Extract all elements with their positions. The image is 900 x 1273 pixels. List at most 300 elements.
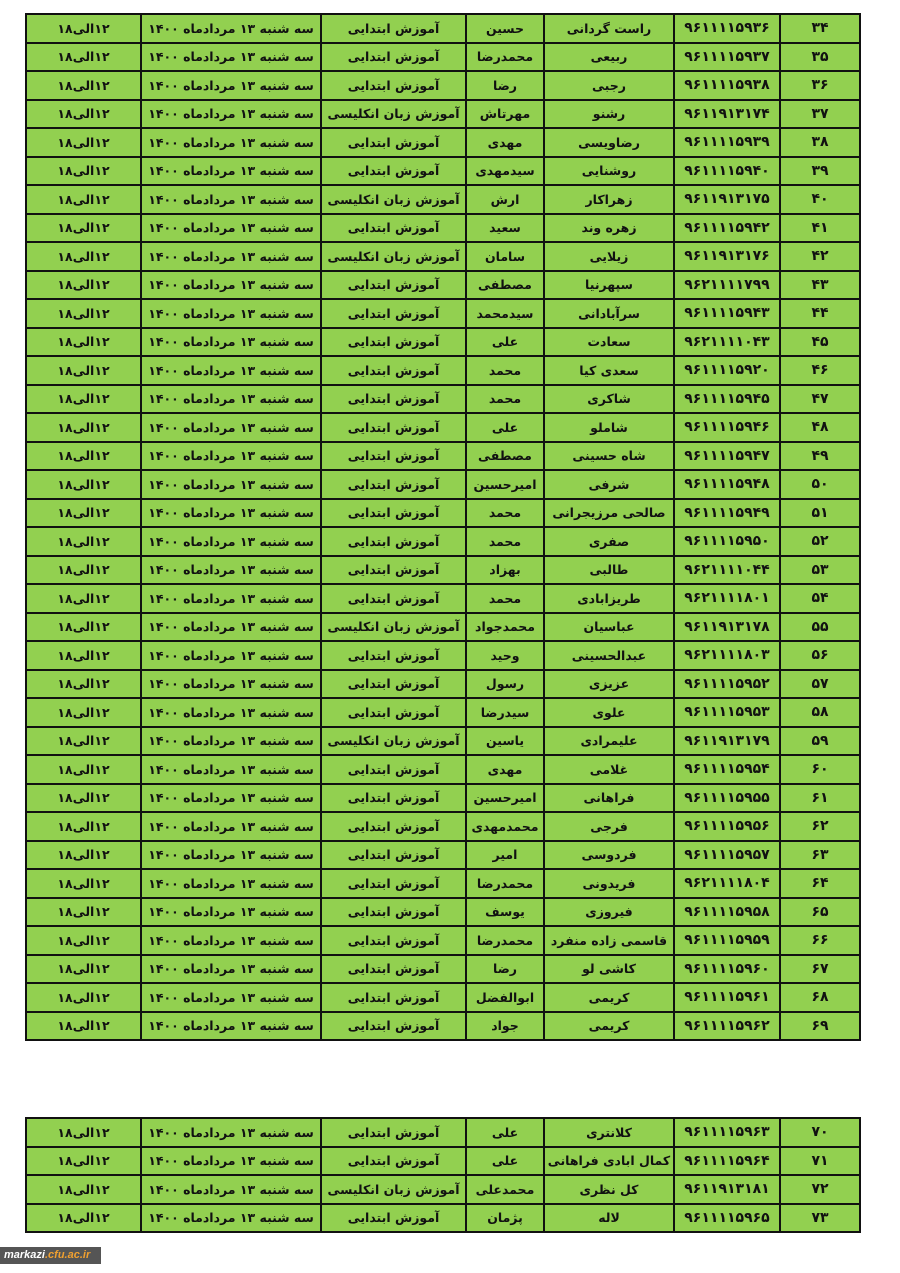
- exam-date-cell: سه شنبه ۱۳ مردادماه ۱۴۰۰: [141, 983, 321, 1012]
- student-id-cell: ۹۶۱۱۱۱۵۹۶۱: [674, 983, 780, 1012]
- last-name-cell: کلانتری: [544, 1118, 674, 1147]
- row-number-cell: ۵۴: [780, 584, 860, 613]
- table-row: [26, 869, 860, 898]
- student-id-cell: ۹۶۱۱۱۱۵۹۵۰: [674, 527, 780, 556]
- row-number-cell: ۵۹: [780, 727, 860, 756]
- major-cell: آموزش ابتدایی: [321, 71, 466, 100]
- student-id-cell: ۹۶۱۱۱۱۵۹۴۵: [674, 385, 780, 414]
- last-name-cell: شاکری: [544, 385, 674, 414]
- exam-date-cell: سه شنبه ۱۳ مردادماه ۱۴۰۰: [141, 299, 321, 328]
- exam-date-cell: سه شنبه ۱۳ مردادماه ۱۴۰۰: [141, 100, 321, 129]
- student-id-cell: ۹۶۱۱۱۱۵۹۶۰: [674, 955, 780, 984]
- exam-time-cell: ۱۲الی۱۸: [26, 1175, 141, 1204]
- row-number-cell: ۴۶: [780, 356, 860, 385]
- last-name-cell: رشنو: [544, 100, 674, 129]
- first-name-cell: رضا: [466, 955, 544, 984]
- exam-date-cell: سه شنبه ۱۳ مردادماه ۱۴۰۰: [141, 584, 321, 613]
- row-number-cell: ۵۲: [780, 527, 860, 556]
- first-name-cell: محمدعلی: [466, 1175, 544, 1204]
- last-name-cell: غلامی: [544, 755, 674, 784]
- last-name-cell: قاسمی زاده منفرد: [544, 926, 674, 955]
- exam-time-cell: ۱۲الی۱۸: [26, 271, 141, 300]
- table-row: [26, 812, 860, 841]
- exam-time-cell: ۱۲الی۱۸: [26, 14, 141, 43]
- table-row: [26, 214, 860, 243]
- row-number-cell: ۶۴: [780, 869, 860, 898]
- row-number-cell: ۳۴: [780, 14, 860, 43]
- major-cell: آموزش ابتدایی: [321, 128, 466, 157]
- table-row: [26, 1012, 860, 1041]
- exam-time-cell: ۱۲الی۱۸: [26, 1012, 141, 1041]
- major-cell: آموزش ابتدایی: [321, 926, 466, 955]
- exam-time-cell: ۱۲الی۱۸: [26, 926, 141, 955]
- first-name-cell: محمد: [466, 356, 544, 385]
- exam-date-cell: سه شنبه ۱۳ مردادماه ۱۴۰۰: [141, 670, 321, 699]
- table-row: [26, 157, 860, 186]
- major-cell: آموزش ابتدایی: [321, 527, 466, 556]
- major-cell: آموزش ابتدایی: [321, 812, 466, 841]
- last-name-cell: علیمرادی: [544, 727, 674, 756]
- exam-time-cell: ۱۲الی۱۸: [26, 43, 141, 72]
- exam-time-cell: ۱۲الی۱۸: [26, 955, 141, 984]
- major-cell: آموزش ابتدایی: [321, 328, 466, 357]
- major-cell: آموزش ابتدایی: [321, 898, 466, 927]
- exam-date-cell: سه شنبه ۱۳ مردادماه ۱۴۰۰: [141, 641, 321, 670]
- major-cell: آموزش ابتدایی: [321, 214, 466, 243]
- student-id-cell: ۹۶۱۱۹۱۳۱۸۱: [674, 1175, 780, 1204]
- table-row: [26, 413, 860, 442]
- major-cell: آموزش ابتدایی: [321, 955, 466, 984]
- table-row: [26, 43, 860, 72]
- exam-date-cell: سه شنبه ۱۳ مردادماه ۱۴۰۰: [141, 470, 321, 499]
- exam-time-cell: ۱۲الی۱۸: [26, 100, 141, 129]
- table-row: [26, 584, 860, 613]
- table-row: [26, 242, 860, 271]
- major-cell: آموزش ابتدایی: [321, 385, 466, 414]
- exam-date-cell: سه شنبه ۱۳ مردادماه ۱۴۰۰: [141, 556, 321, 585]
- exam-date-cell: سه شنبه ۱۳ مردادماه ۱۴۰۰: [141, 613, 321, 642]
- exam-date-cell: سه شنبه ۱۳ مردادماه ۱۴۰۰: [141, 1204, 321, 1233]
- student-id-cell: ۹۶۱۱۱۱۵۹۵۶: [674, 812, 780, 841]
- last-name-cell: فریدونی: [544, 869, 674, 898]
- last-name-cell: طالبی: [544, 556, 674, 585]
- table-row: [26, 983, 860, 1012]
- table-row: [26, 755, 860, 784]
- exam-date-cell: سه شنبه ۱۳ مردادماه ۱۴۰۰: [141, 1118, 321, 1147]
- row-number-cell: ۶۵: [780, 898, 860, 927]
- exam-time-cell: ۱۲الی۱۸: [26, 755, 141, 784]
- row-number-cell: ۴۷: [780, 385, 860, 414]
- exam-time-cell: ۱۲الی۱۸: [26, 442, 141, 471]
- major-cell: آموزش ابتدایی: [321, 670, 466, 699]
- exam-time-cell: ۱۲الی۱۸: [26, 698, 141, 727]
- row-number-cell: ۶۸: [780, 983, 860, 1012]
- exam-time-cell: ۱۲الی۱۸: [26, 1204, 141, 1233]
- student-id-cell: ۹۶۱۱۱۱۵۹۳۷: [674, 43, 780, 72]
- exam-date-cell: سه شنبه ۱۳ مردادماه ۱۴۰۰: [141, 869, 321, 898]
- last-name-cell: عبدالحسینی: [544, 641, 674, 670]
- student-id-cell: ۹۶۱۱۱۱۵۹۳۹: [674, 128, 780, 157]
- table-row: [26, 442, 860, 471]
- first-name-cell: مهدی: [466, 128, 544, 157]
- row-number-cell: ۴۱: [780, 214, 860, 243]
- exam-date-cell: سه شنبه ۱۳ مردادماه ۱۴۰۰: [141, 1175, 321, 1204]
- row-number-cell: ۷۱: [780, 1147, 860, 1176]
- exam-date-cell: سه شنبه ۱۳ مردادماه ۱۴۰۰: [141, 1147, 321, 1176]
- first-name-cell: رضا: [466, 71, 544, 100]
- table-row: [26, 356, 860, 385]
- row-number-cell: ۶۶: [780, 926, 860, 955]
- major-cell: آموزش ابتدایی: [321, 1118, 466, 1147]
- first-name-cell: سعید: [466, 214, 544, 243]
- exam-date-cell: سه شنبه ۱۳ مردادماه ۱۴۰۰: [141, 727, 321, 756]
- table-row: [26, 556, 860, 585]
- student-id-cell: ۹۶۱۱۱۱۵۹۵۲: [674, 670, 780, 699]
- major-cell: آموزش ابتدایی: [321, 869, 466, 898]
- first-name-cell: علی: [466, 413, 544, 442]
- row-number-cell: ۵۷: [780, 670, 860, 699]
- exam-time-cell: ۱۲الی۱۸: [26, 185, 141, 214]
- table-row: [26, 470, 860, 499]
- first-name-cell: مصطفی: [466, 271, 544, 300]
- exam-date-cell: سه شنبه ۱۳ مردادماه ۱۴۰۰: [141, 698, 321, 727]
- exam-date-cell: سه شنبه ۱۳ مردادماه ۱۴۰۰: [141, 43, 321, 72]
- first-name-cell: سیدرضا: [466, 698, 544, 727]
- last-name-cell: شاملو: [544, 413, 674, 442]
- student-id-cell: ۹۶۱۱۱۱۵۹۲۰: [674, 356, 780, 385]
- student-id-cell: ۹۶۱۱۱۱۵۹۴۳: [674, 299, 780, 328]
- exam-time-cell: ۱۲الی۱۸: [26, 869, 141, 898]
- table-row: [26, 641, 860, 670]
- row-number-cell: ۶۳: [780, 841, 860, 870]
- exam-date-cell: سه شنبه ۱۳ مردادماه ۱۴۰۰: [141, 955, 321, 984]
- major-cell: آموزش ابتدایی: [321, 413, 466, 442]
- row-number-cell: ۳۵: [780, 43, 860, 72]
- row-number-cell: ۵۰: [780, 470, 860, 499]
- last-name-cell: روشنایی: [544, 157, 674, 186]
- last-name-cell: ربیعی: [544, 43, 674, 72]
- student-id-cell: ۹۶۱۱۱۱۵۹۶۵: [674, 1204, 780, 1233]
- exam-time-cell: ۱۲الی۱۸: [26, 983, 141, 1012]
- major-cell: آموزش ابتدایی: [321, 499, 466, 528]
- first-name-cell: محمد: [466, 584, 544, 613]
- first-name-cell: علی: [466, 328, 544, 357]
- exam-date-cell: سه شنبه ۱۳ مردادماه ۱۴۰۰: [141, 242, 321, 271]
- first-name-cell: امیرحسین: [466, 784, 544, 813]
- exam-time-cell: ۱۲الی۱۸: [26, 727, 141, 756]
- last-name-cell: رضاویسی: [544, 128, 674, 157]
- row-number-cell: ۶۲: [780, 812, 860, 841]
- last-name-cell: کریمی: [544, 1012, 674, 1041]
- first-name-cell: مصطفی: [466, 442, 544, 471]
- exam-schedule-table-page-part-2: [25, 1117, 861, 1233]
- student-id-cell: ۹۶۱۱۱۱۵۹۵۸: [674, 898, 780, 927]
- first-name-cell: محمدرضا: [466, 926, 544, 955]
- table-row: [26, 727, 860, 756]
- last-name-cell: شرفی: [544, 470, 674, 499]
- exam-date-cell: سه شنبه ۱۳ مردادماه ۱۴۰۰: [141, 841, 321, 870]
- first-name-cell: محمد: [466, 527, 544, 556]
- row-number-cell: ۷۳: [780, 1204, 860, 1233]
- exam-time-cell: ۱۲الی۱۸: [26, 812, 141, 841]
- exam-time-cell: ۱۲الی۱۸: [26, 242, 141, 271]
- student-id-cell: ۹۶۱۱۱۱۵۹۵۴: [674, 755, 780, 784]
- exam-time-cell: ۱۲الی۱۸: [26, 470, 141, 499]
- exam-time-cell: ۱۲الی۱۸: [26, 641, 141, 670]
- last-name-cell: صالحی مرزیجرانی: [544, 499, 674, 528]
- student-id-cell: ۹۶۱۱۱۱۵۹۴۷: [674, 442, 780, 471]
- last-name-cell: کمال ابادی فراهانی: [544, 1147, 674, 1176]
- student-id-cell: ۹۶۱۱۹۱۳۱۷۴: [674, 100, 780, 129]
- row-number-cell: ۴۲: [780, 242, 860, 271]
- exam-time-cell: ۱۲الی۱۸: [26, 1147, 141, 1176]
- exam-time-cell: ۱۲الی۱۸: [26, 413, 141, 442]
- row-number-cell: ۴۵: [780, 328, 860, 357]
- last-name-cell: عباسیان: [544, 613, 674, 642]
- exam-date-cell: سه شنبه ۱۳ مردادماه ۱۴۰۰: [141, 14, 321, 43]
- major-cell: آموزش زبان انکلیسی: [321, 185, 466, 214]
- student-id-cell: ۹۶۲۱۱۱۱۸۰۴: [674, 869, 780, 898]
- student-id-cell: ۹۶۱۱۱۱۵۹۴۹: [674, 499, 780, 528]
- student-id-cell: ۹۶۱۱۱۱۵۹۴۶: [674, 413, 780, 442]
- row-number-cell: ۷۰: [780, 1118, 860, 1147]
- last-name-cell: زیلایی: [544, 242, 674, 271]
- row-number-cell: ۳۶: [780, 71, 860, 100]
- exam-date-cell: سه شنبه ۱۳ مردادماه ۱۴۰۰: [141, 413, 321, 442]
- student-id-cell: ۹۶۱۱۹۱۳۱۷۸: [674, 613, 780, 642]
- row-number-cell: ۵۸: [780, 698, 860, 727]
- exam-time-cell: ۱۲الی۱۸: [26, 214, 141, 243]
- student-id-cell: ۹۶۱۱۱۱۵۹۶۳: [674, 1118, 780, 1147]
- exam-date-cell: سه شنبه ۱۳ مردادماه ۱۴۰۰: [141, 499, 321, 528]
- exam-time-cell: ۱۲الی۱۸: [26, 841, 141, 870]
- last-name-cell: طریزابادی: [544, 584, 674, 613]
- exam-date-cell: سه شنبه ۱۳ مردادماه ۱۴۰۰: [141, 926, 321, 955]
- student-id-cell: ۹۶۲۱۱۱۱۰۴۳: [674, 328, 780, 357]
- row-number-cell: ۵۳: [780, 556, 860, 585]
- major-cell: آموزش ابتدایی: [321, 584, 466, 613]
- exam-time-cell: ۱۲الی۱۸: [26, 128, 141, 157]
- first-name-cell: محمدجواد: [466, 613, 544, 642]
- exam-date-cell: سه شنبه ۱۳ مردادماه ۱۴۰۰: [141, 185, 321, 214]
- exam-date-cell: سه شنبه ۱۳ مردادماه ۱۴۰۰: [141, 214, 321, 243]
- major-cell: آموزش ابتدایی: [321, 641, 466, 670]
- exam-time-cell: ۱۲الی۱۸: [26, 499, 141, 528]
- student-id-cell: ۹۶۱۱۱۱۵۹۴۲: [674, 214, 780, 243]
- major-cell: آموزش ابتدایی: [321, 1147, 466, 1176]
- first-name-cell: سیدمهدی: [466, 157, 544, 186]
- table-row: [26, 1147, 860, 1176]
- first-name-cell: وحید: [466, 641, 544, 670]
- table-row: [26, 1204, 860, 1233]
- table-row: [26, 898, 860, 927]
- student-id-cell: ۹۶۲۱۱۱۱۸۰۳: [674, 641, 780, 670]
- exam-date-cell: سه شنبه ۱۳ مردادماه ۱۴۰۰: [141, 898, 321, 927]
- student-id-cell: ۹۶۱۱۹۱۳۱۷۶: [674, 242, 780, 271]
- first-name-cell: یاسین: [466, 727, 544, 756]
- row-number-cell: ۴۳: [780, 271, 860, 300]
- row-number-cell: ۵۱: [780, 499, 860, 528]
- exam-date-cell: سه شنبه ۱۳ مردادماه ۱۴۰۰: [141, 271, 321, 300]
- exam-date-cell: سه شنبه ۱۳ مردادماه ۱۴۰۰: [141, 527, 321, 556]
- first-name-cell: محمدرضا: [466, 43, 544, 72]
- student-id-cell: ۹۶۱۱۱۱۵۹۵۹: [674, 926, 780, 955]
- exam-time-cell: ۱۲الی۱۸: [26, 1118, 141, 1147]
- exam-time-cell: ۱۲الی۱۸: [26, 71, 141, 100]
- exam-date-cell: سه شنبه ۱۳ مردادماه ۱۴۰۰: [141, 328, 321, 357]
- table-row: [26, 698, 860, 727]
- first-name-cell: امیر: [466, 841, 544, 870]
- first-name-cell: حسین: [466, 14, 544, 43]
- row-number-cell: ۶۹: [780, 1012, 860, 1041]
- first-name-cell: یوسف: [466, 898, 544, 927]
- table-row: [26, 71, 860, 100]
- student-id-cell: ۹۶۲۱۱۱۱۸۰۱: [674, 584, 780, 613]
- last-name-cell: کاشی لو: [544, 955, 674, 984]
- table-row: [26, 784, 860, 813]
- row-number-cell: ۷۲: [780, 1175, 860, 1204]
- major-cell: آموزش زبان انکلیسی: [321, 613, 466, 642]
- major-cell: آموزش زبان انکلیسی: [321, 100, 466, 129]
- last-name-cell: راست گردانی: [544, 14, 674, 43]
- row-number-cell: ۴۴: [780, 299, 860, 328]
- row-number-cell: ۳۷: [780, 100, 860, 129]
- exam-date-cell: سه شنبه ۱۳ مردادماه ۱۴۰۰: [141, 71, 321, 100]
- first-name-cell: محمد: [466, 385, 544, 414]
- first-name-cell: سامان: [466, 242, 544, 271]
- exam-schedule-table-page-part-1: [25, 13, 861, 1041]
- exam-date-cell: سه شنبه ۱۳ مردادماه ۱۴۰۰: [141, 128, 321, 157]
- exam-time-cell: ۱۲الی۱۸: [26, 784, 141, 813]
- major-cell: آموزش ابتدایی: [321, 157, 466, 186]
- exam-time-cell: ۱۲الی۱۸: [26, 898, 141, 927]
- student-id-cell: ۹۶۱۱۱۱۵۹۵۷: [674, 841, 780, 870]
- row-number-cell: ۵۵: [780, 613, 860, 642]
- student-id-cell: ۹۶۱۱۱۱۵۹۳۶: [674, 14, 780, 43]
- first-name-cell: سیدمحمد: [466, 299, 544, 328]
- table-row: [26, 1118, 860, 1147]
- table-row: [26, 926, 860, 955]
- major-cell: آموزش ابتدایی: [321, 442, 466, 471]
- table-row: [26, 613, 860, 642]
- last-name-cell: فرجی: [544, 812, 674, 841]
- first-name-cell: بهزاد: [466, 556, 544, 585]
- first-name-cell: جواد: [466, 1012, 544, 1041]
- last-name-cell: عزیزی: [544, 670, 674, 699]
- student-id-cell: ۹۶۱۱۱۱۵۹۵۳: [674, 698, 780, 727]
- exam-date-cell: سه شنبه ۱۳ مردادماه ۱۴۰۰: [141, 442, 321, 471]
- last-name-cell: علوی: [544, 698, 674, 727]
- row-number-cell: ۶۰: [780, 755, 860, 784]
- first-name-cell: محمد: [466, 499, 544, 528]
- last-name-cell: سعدی کیا: [544, 356, 674, 385]
- row-number-cell: ۴۰: [780, 185, 860, 214]
- exam-date-cell: سه شنبه ۱۳ مردادماه ۱۴۰۰: [141, 755, 321, 784]
- last-name-cell: کریمی: [544, 983, 674, 1012]
- table-row: [26, 499, 860, 528]
- table-row: [26, 299, 860, 328]
- first-name-cell: رسول: [466, 670, 544, 699]
- table-row: [26, 1175, 860, 1204]
- table-row: [26, 328, 860, 357]
- table-row: [26, 271, 860, 300]
- student-id-cell: ۹۶۱۱۹۱۳۱۷۹: [674, 727, 780, 756]
- major-cell: آموزش زبان انکلیسی: [321, 1175, 466, 1204]
- last-name-cell: زهراکار: [544, 185, 674, 214]
- table-row: [26, 185, 860, 214]
- last-name-cell: سپهرنیا: [544, 271, 674, 300]
- row-number-cell: ۵۶: [780, 641, 860, 670]
- first-name-cell: محمدرضا: [466, 869, 544, 898]
- exam-time-cell: ۱۲الی۱۸: [26, 613, 141, 642]
- last-name-cell: صفری: [544, 527, 674, 556]
- last-name-cell: فراهانی: [544, 784, 674, 813]
- student-id-cell: ۹۶۲۱۱۱۱۷۹۹: [674, 271, 780, 300]
- last-name-cell: زهره وند: [544, 214, 674, 243]
- table-row: [26, 128, 860, 157]
- student-id-cell: ۹۶۱۱۹۱۳۱۷۵: [674, 185, 780, 214]
- major-cell: آموزش ابتدایی: [321, 470, 466, 499]
- table-row: [26, 955, 860, 984]
- major-cell: آموزش ابتدایی: [321, 698, 466, 727]
- major-cell: آموزش ابتدایی: [321, 1012, 466, 1041]
- major-cell: آموزش ابتدایی: [321, 556, 466, 585]
- row-number-cell: ۶۷: [780, 955, 860, 984]
- table-row: [26, 14, 860, 43]
- site-watermark: [0, 1247, 101, 1264]
- last-name-cell: لاله: [544, 1204, 674, 1233]
- major-cell: آموزش ابتدایی: [321, 983, 466, 1012]
- row-number-cell: ۴۹: [780, 442, 860, 471]
- last-name-cell: کل نظری: [544, 1175, 674, 1204]
- exam-time-cell: ۱۲الی۱۸: [26, 527, 141, 556]
- student-id-cell: ۹۶۱۱۱۱۵۹۶۲: [674, 1012, 780, 1041]
- exam-time-cell: ۱۲الی۱۸: [26, 328, 141, 357]
- exam-time-cell: ۱۲الی۱۸: [26, 584, 141, 613]
- table-row: [26, 841, 860, 870]
- table-row: [26, 670, 860, 699]
- watermark-part-1: markazi: [4, 1249, 45, 1261]
- student-id-cell: ۹۶۱۱۱۱۵۹۴۸: [674, 470, 780, 499]
- exam-time-cell: ۱۲الی۱۸: [26, 385, 141, 414]
- major-cell: آموزش ابتدایی: [321, 755, 466, 784]
- major-cell: آموزش ابتدایی: [321, 784, 466, 813]
- row-number-cell: ۳۸: [780, 128, 860, 157]
- major-cell: آموزش ابتدایی: [321, 841, 466, 870]
- exam-date-cell: سه شنبه ۱۳ مردادماه ۱۴۰۰: [141, 157, 321, 186]
- major-cell: آموزش ابتدایی: [321, 14, 466, 43]
- row-number-cell: ۳۹: [780, 157, 860, 186]
- major-cell: آموزش ابتدایی: [321, 43, 466, 72]
- student-id-cell: ۹۶۱۱۱۱۵۹۴۰: [674, 157, 780, 186]
- exam-time-cell: ۱۲الی۱۸: [26, 670, 141, 699]
- first-name-cell: ابوالفضل: [466, 983, 544, 1012]
- major-cell: آموزش ابتدایی: [321, 1204, 466, 1233]
- student-id-cell: ۹۶۲۱۱۱۱۰۴۴: [674, 556, 780, 585]
- exam-time-cell: ۱۲الی۱۸: [26, 356, 141, 385]
- major-cell: آموزش ابتدایی: [321, 271, 466, 300]
- first-name-cell: علی: [466, 1118, 544, 1147]
- student-id-cell: ۹۶۱۱۱۱۵۹۵۵: [674, 784, 780, 813]
- table-row: [26, 527, 860, 556]
- student-id-cell: ۹۶۱۱۱۱۵۹۶۴: [674, 1147, 780, 1176]
- first-name-cell: مهدی: [466, 755, 544, 784]
- watermark-part-2: .cfu.ac.ir: [44, 1249, 91, 1261]
- table-row: [26, 100, 860, 129]
- exam-date-cell: سه شنبه ۱۳ مردادماه ۱۴۰۰: [141, 356, 321, 385]
- last-name-cell: سرآبادانی: [544, 299, 674, 328]
- first-name-cell: محمدمهدی: [466, 812, 544, 841]
